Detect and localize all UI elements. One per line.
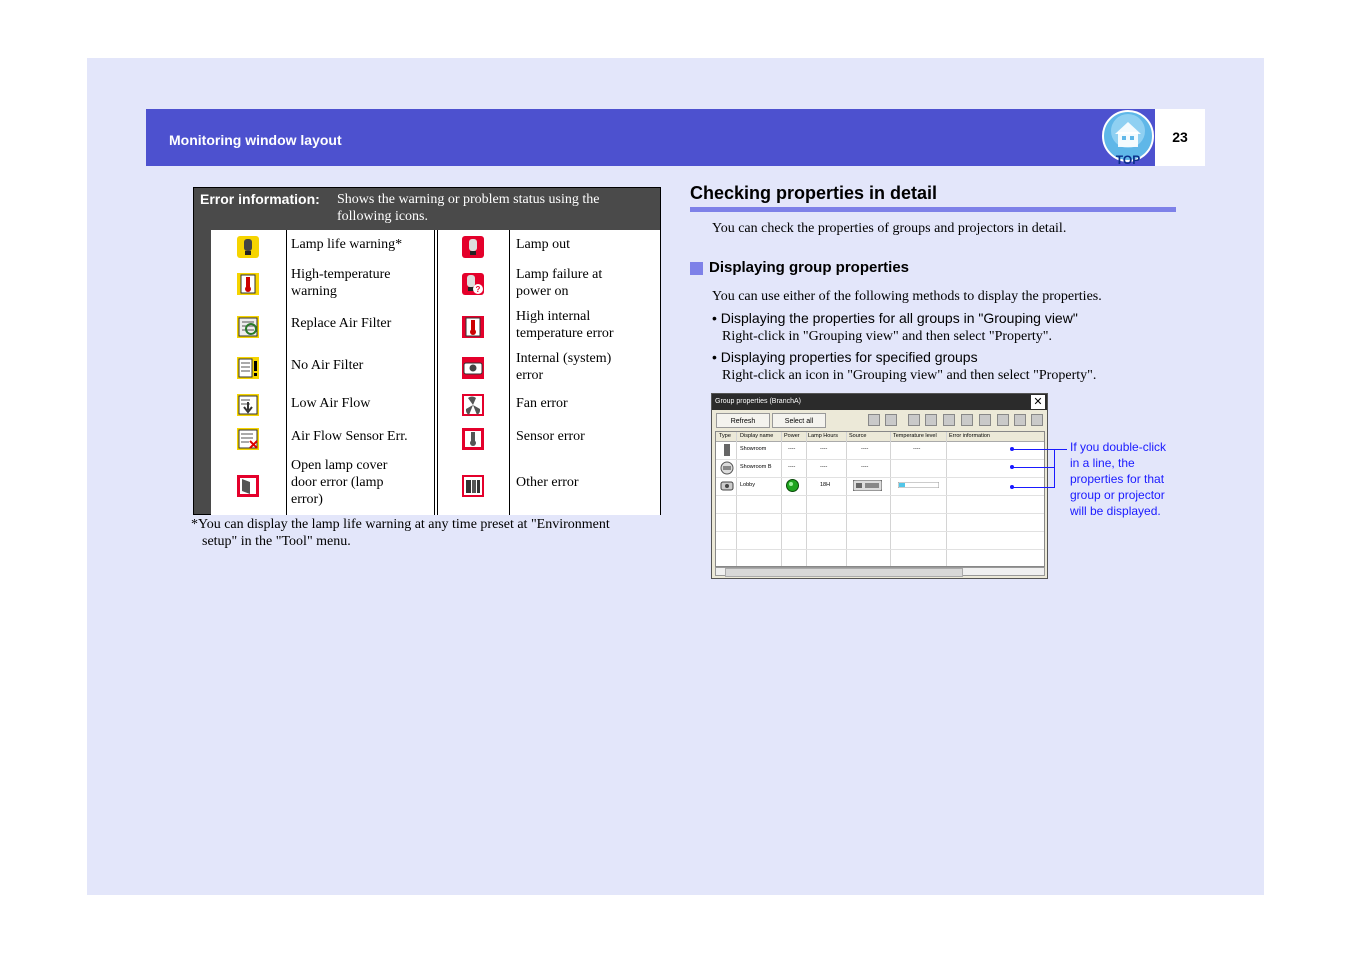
high-temperature-label-1: High-temperature	[291, 267, 391, 282]
error-info-label: Error information:	[200, 191, 320, 207]
temperature-level-bar	[898, 482, 939, 488]
divider	[286, 230, 287, 515]
power-status-icon	[786, 479, 799, 492]
row-hours: ----	[820, 464, 828, 470]
air-flow-sensor-label: Air Flow Sensor Err.	[291, 429, 408, 444]
column-header[interactable]: Source	[849, 433, 867, 439]
footnote-line-2: setup" in the "Tool" menu.	[202, 534, 351, 549]
sensor-error-label: Sensor error	[516, 429, 585, 444]
grid-line	[716, 513, 1045, 514]
grid-header	[716, 432, 1045, 442]
open-lamp-cover-icon	[237, 475, 259, 497]
column-header[interactable]: Lamp Hours	[808, 433, 838, 439]
callout-text	[1070, 439, 1190, 519]
grid-line	[806, 432, 807, 566]
source-icon[interactable]	[979, 414, 991, 426]
lamp-out-icon	[462, 236, 484, 258]
power-on-icon[interactable]	[885, 414, 897, 426]
footnote-line-1: *You can display the lamp life warning at any time preset at "Environment	[191, 517, 610, 532]
open-lamp-cover-label-2: door error (lamp	[291, 475, 384, 490]
section-title-underline	[690, 207, 1176, 212]
callout-line-1: If you double-click	[1070, 440, 1167, 454]
source-icon[interactable]	[997, 414, 1009, 426]
error-info-table	[193, 187, 661, 515]
horizontal-scrollbar[interactable]	[715, 567, 1045, 576]
grid-line	[890, 432, 891, 566]
group-icon	[720, 461, 734, 475]
air-flow-sensor-error-icon	[237, 428, 259, 450]
open-lamp-cover-label-1: Open lamp cover	[291, 458, 388, 473]
row-name[interactable]: Showroom	[740, 446, 767, 452]
lamp-failure-label-1: Lamp failure at	[516, 267, 603, 282]
header-bar	[146, 109, 1155, 166]
callout-line	[1054, 449, 1055, 488]
internal-error-label-1: Internal (system)	[516, 351, 612, 366]
refresh-button[interactable]: Refresh	[716, 413, 770, 428]
low-air-flow-label: Low Air Flow	[291, 396, 371, 411]
lamp-life-warning-icon	[237, 236, 259, 258]
callout-line-2: in a line, the	[1070, 456, 1135, 470]
callout-line-3: properties for that	[1070, 472, 1165, 486]
column-header[interactable]: Type	[719, 433, 731, 439]
grid-line	[716, 549, 1045, 550]
internal-system-error-icon	[462, 357, 484, 379]
row-source: ----	[861, 464, 869, 470]
page-number: 23	[1172, 129, 1188, 145]
other-error-label: Other error	[516, 475, 579, 490]
header-title: Monitoring window layout	[169, 132, 342, 148]
lamp-failure-icon	[462, 273, 484, 295]
top-button[interactable]	[1101, 109, 1155, 166]
row-power: ----	[788, 464, 796, 470]
callout-line	[1013, 449, 1067, 450]
section-title: Checking properties in detail	[690, 183, 938, 203]
grid-line	[946, 432, 947, 566]
bullet-2-text: Right-click an icon in "Grouping view" and then select "Property".	[722, 368, 1097, 383]
high-temperature-warning-icon	[237, 273, 259, 295]
error-table-body	[211, 230, 660, 515]
source-icon[interactable]	[925, 414, 937, 426]
row-source: ----	[861, 446, 869, 452]
callout-line-5: will be displayed.	[1070, 504, 1161, 518]
callout-line	[1013, 467, 1054, 468]
row-power: ----	[788, 446, 796, 452]
column-header[interactable]: Temperature level	[893, 433, 937, 439]
lamp-out-label: Lamp out	[516, 237, 571, 252]
footnote	[191, 516, 661, 550]
bullet-2: • Displaying properties for specified groups	[712, 349, 978, 365]
callout-line	[1013, 487, 1054, 488]
divider	[437, 230, 438, 515]
subsection-title: Displaying group properties	[709, 259, 910, 276]
source-icon[interactable]	[961, 414, 973, 426]
callout-line-4: group or projector	[1070, 488, 1165, 502]
grid-line	[716, 477, 1045, 478]
source-icon[interactable]	[1014, 414, 1026, 426]
source-input-icon	[853, 480, 882, 491]
select-all-button[interactable]: Select all	[772, 413, 826, 428]
grid-line	[716, 459, 1045, 460]
replace-air-filter-label: Replace Air Filter	[291, 316, 392, 331]
high-internal-label-2: temperature error	[516, 326, 614, 341]
other-error-icon	[462, 475, 484, 497]
group-properties-window	[711, 393, 1048, 579]
source-icon[interactable]	[908, 414, 920, 426]
grid-line	[736, 432, 737, 566]
grid-line	[716, 495, 1045, 496]
window-title-bar	[712, 394, 1047, 410]
fan-error-label: Fan error	[516, 396, 568, 411]
top-home-icon	[1101, 109, 1155, 166]
grid-line	[781, 432, 782, 566]
subsection-marker	[690, 262, 703, 275]
open-lamp-cover-label-3: error)	[291, 492, 323, 507]
divider	[434, 230, 435, 515]
window-title: Group properties (BranchA)	[715, 398, 801, 405]
replace-air-filter-icon	[237, 316, 259, 338]
fan-error-icon	[462, 394, 484, 416]
projector-icon	[720, 480, 734, 492]
row-hours: ----	[820, 446, 828, 452]
row-hours: 18H	[820, 482, 831, 488]
grid-line	[846, 432, 847, 566]
close-button[interactable]: ✕	[1031, 395, 1045, 409]
bullet-1: • Displaying the properties for all groups in "Grouping view"	[712, 310, 1078, 326]
low-air-flow-icon	[237, 394, 259, 416]
bullet-1-text: Right-click in "Grouping view" and then select "Property".	[722, 329, 1053, 344]
row-name[interactable]: Lobby	[740, 482, 755, 488]
no-air-filter-label: No Air Filter	[291, 358, 364, 373]
high-internal-temperature-icon	[462, 316, 484, 338]
section-intro: You can check the properties of groups and projectors in detail.	[712, 221, 1067, 236]
page-number-box	[1155, 109, 1205, 166]
sensor-error-icon	[462, 428, 484, 450]
scrollbar-thumb[interactable]	[725, 568, 963, 577]
row-name[interactable]: Showroom B	[740, 464, 772, 470]
source-icon[interactable]	[943, 414, 955, 426]
high-internal-label-1: High internal	[516, 309, 591, 324]
projector-icon	[722, 444, 732, 456]
column-header[interactable]: Display name	[740, 433, 774, 439]
error-info-desc-line-2: following icons.	[337, 209, 428, 224]
lamp-failure-label-2: power on	[516, 284, 569, 299]
power-off-icon[interactable]	[868, 414, 880, 426]
source-icon[interactable]	[1031, 414, 1043, 426]
subsection-intro: You can use either of the following methods to display the properties.	[712, 289, 1102, 304]
error-info-desc-line-1: Shows the warning or problem status using the	[337, 192, 600, 207]
error-table-header	[194, 188, 660, 230]
top-label: TOP	[1115, 153, 1141, 166]
divider	[509, 230, 510, 515]
high-temperature-label-2: warning	[291, 284, 337, 299]
row-temp: ----	[913, 446, 921, 452]
lamp-life-warning-label: Lamp life warning*	[291, 237, 403, 252]
column-header[interactable]: Error information	[949, 433, 990, 439]
grid-line	[716, 531, 1045, 532]
svg-text:?: ?	[475, 285, 481, 294]
column-header[interactable]: Power	[784, 433, 800, 439]
properties-grid	[715, 431, 1045, 567]
no-air-filter-icon	[237, 357, 259, 379]
internal-error-label-2: error	[516, 368, 544, 383]
